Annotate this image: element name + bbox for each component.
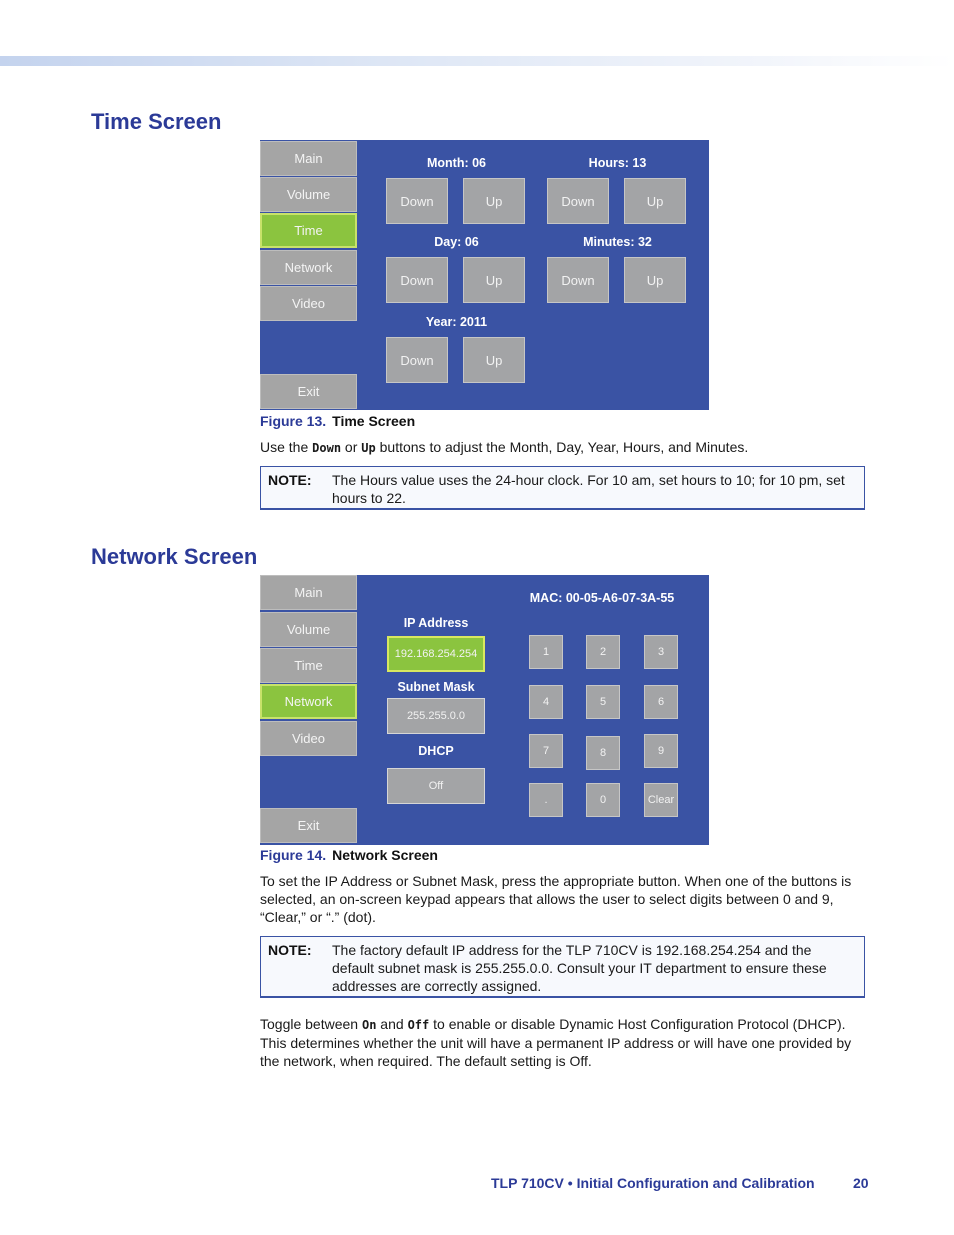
network-sidebar (260, 575, 357, 845)
on-keyword: On (361, 1018, 377, 1032)
time-screen-heading: Time Screen (91, 109, 222, 134)
sidebar-item-volume[interactable]: Volume (260, 612, 357, 647)
year-label: Year: 2011 (425, 315, 488, 329)
keypad-key-0[interactable]: 0 (586, 783, 620, 817)
day-up-button[interactable]: Up (463, 257, 525, 303)
figure-14-title: Network Screen (332, 847, 438, 863)
time-sidebar (260, 140, 357, 410)
sidebar-item-video[interactable]: Video (260, 721, 357, 756)
network-instructions: To set the IP Address or Subnet Mask, press the appropriate button. When one of the buttons is selected, an on-screen keypad appears that allows the user to select digits between 0 and 9, “Clear,” or “.” (dot). (260, 873, 852, 925)
time-instructions (260, 438, 864, 457)
note-text: The factory default IP address for the TLP 710CV is 192.168.254.254 and the default subnet mask is 255.255.0.0. Consult your IT department to ensure these addresses are correctly assigned. (332, 942, 827, 994)
time-instructions-text: buttons to adjust the Month, Day, Year, Hours, and Minutes. (375, 439, 749, 455)
keypad-key-clear[interactable]: Clear (644, 783, 678, 817)
dhcp-instructions-text: and (376, 1016, 408, 1032)
sidebar-item-volume[interactable]: Volume (260, 177, 357, 212)
keypad-key-2[interactable]: 2 (586, 635, 620, 669)
hours-down-button[interactable]: Down (547, 178, 609, 224)
dhcp-toggle-button[interactable]: Off (387, 768, 485, 804)
dhcp-label: DHCP (418, 744, 454, 758)
year-down-button[interactable]: Down (386, 337, 448, 383)
keypad-key-8[interactable]: 8 (586, 736, 620, 770)
figure-14-number: Figure 14. (260, 847, 327, 863)
down-keyword: Down (312, 441, 342, 455)
footer-title: TLP 710CV • Initial Configuration and Calibration (491, 1175, 815, 1191)
figure-13-caption (260, 413, 415, 429)
network-content-area (357, 575, 709, 845)
sidebar-item-main[interactable]: Main (260, 141, 357, 176)
subnet-mask-field[interactable]: 255.255.0.0 (387, 698, 485, 734)
minutes-down-button[interactable]: Down (547, 257, 609, 303)
figure-13-title: Time Screen (332, 413, 416, 429)
network-screen-heading: Network Screen (91, 544, 258, 569)
minutes-label: Minutes: 32 (583, 235, 652, 249)
mac-address-label: MAC: 00-05-A6-07-3A-55 (529, 591, 675, 605)
keypad-key-4[interactable]: 4 (529, 685, 563, 719)
minutes-up-button[interactable]: Up (624, 257, 686, 303)
keypad-key-5[interactable]: 5 (586, 685, 620, 719)
month-down-button[interactable]: Down (386, 178, 448, 224)
up-keyword: Up (361, 441, 376, 455)
header-band (0, 56, 954, 66)
note-text: The Hours value uses the 24-hour clock. For 10 am, set hours to 10; for 10 pm, set hours to 22. (332, 472, 845, 506)
sidebar-item-video[interactable]: Video (260, 286, 357, 321)
day-down-button[interactable]: Down (386, 257, 448, 303)
exit-button[interactable]: Exit (260, 808, 357, 843)
exit-button[interactable]: Exit (260, 374, 357, 409)
sidebar-item-network[interactable]: Network (260, 250, 357, 285)
sidebar-item-time[interactable]: Time (260, 648, 357, 683)
note-label: NOTE: (268, 472, 312, 488)
network-screen-panel (260, 575, 709, 845)
keypad-key-9[interactable]: 9 (644, 734, 678, 768)
keypad-key-1[interactable]: 1 (529, 635, 563, 669)
keypad-key-7[interactable]: 7 (529, 734, 563, 768)
dhcp-instructions-text: to enable or disable Dynamic Host Configuration Protocol (DHCP). This determines whether the unit will have a permanent IP address or will have one provided by the network, when required. The default setting is Off. (260, 1016, 852, 1069)
keypad-key-3[interactable]: 3 (644, 635, 678, 669)
figure-13-number: Figure 13. (260, 413, 327, 429)
dhcp-instructions-text: Toggle between (260, 1016, 362, 1032)
time-screen-panel (260, 140, 709, 410)
time-instructions-text: or (341, 439, 362, 455)
sidebar-item-network[interactable]: Network (260, 684, 357, 719)
note-label: NOTE: (268, 942, 312, 958)
network-note-box (260, 936, 865, 998)
day-label: Day: 06 (434, 235, 479, 249)
ip-address-label: IP Address (403, 616, 469, 630)
sidebar-item-main[interactable]: Main (260, 575, 357, 610)
hours-label: Hours: 13 (588, 156, 647, 170)
time-instructions-text: Use the (260, 439, 313, 455)
month-up-button[interactable]: Up (463, 178, 525, 224)
off-keyword: Off (407, 1018, 430, 1032)
sidebar-item-time[interactable]: Time (260, 213, 357, 248)
page-number: 20 (853, 1175, 869, 1191)
month-label: Month: 06 (426, 156, 487, 170)
keypad-key-dot[interactable]: . (529, 783, 563, 817)
hours-up-button[interactable]: Up (624, 178, 686, 224)
ip-address-field[interactable]: 192.168.254.254 (387, 636, 485, 672)
year-up-button[interactable]: Up (463, 337, 525, 383)
time-content-area (357, 140, 709, 410)
keypad-key-6[interactable]: 6 (644, 685, 678, 719)
subnet-mask-label: Subnet Mask (397, 680, 475, 694)
time-note-box (260, 466, 865, 510)
dhcp-instructions (260, 1015, 864, 1070)
figure-14-caption (260, 847, 438, 863)
